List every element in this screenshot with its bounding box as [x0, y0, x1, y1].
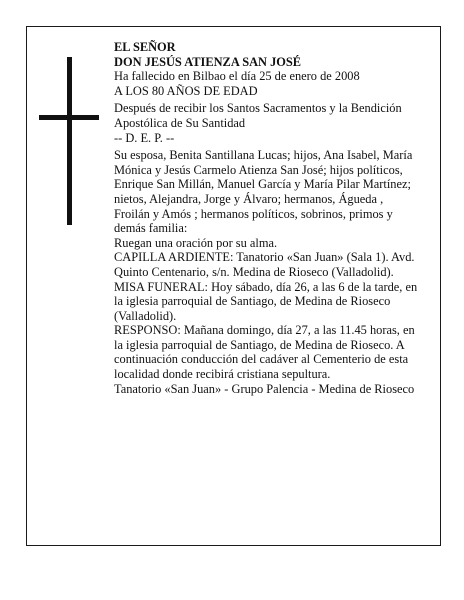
sacraments-line: Después de recibir los Santos Sacramentos y la Bendición Apostólica de Su Santidad: [114, 101, 402, 130]
deceased-name: DON JESÚS ATIENZA SAN JOSÉ: [114, 54, 302, 69]
prayer-line: Ruegan una oración por su alma.: [114, 235, 278, 250]
responso-paragraph: RESPONSO: Mañana domingo, día 27, a las 11.45 horas, en la iglesia parroquial de Santiago, de Medina de Rioseco. A continuación conducción del cadáver al Cementerio de esta localidad donde recibirá cristiana sepultura.: [114, 323, 415, 382]
funeral-home-line: Tanatorio «San Juan» - Grupo Palencia - Medina de Rioseco: [114, 381, 415, 396]
cross-horizontal-bar: [39, 115, 99, 120]
title-line-1: EL SEÑOR: [114, 40, 176, 54]
family-paragraph: Su esposa, Benita Santillana Lucas; hijos, Ana Isabel, María Mónica y Jesús Carmelo Atienza San José; hijos políticos, Enrique San Millán, Manuel García y María Pilar Martínez; nietos, Alejandra, Jorge y Álvaro; hermanos, Águeda , Froilán y Amós ; hermanos políticos, sobrinos, primos y demás familia:: [114, 148, 413, 236]
obituary-notice: [26, 26, 441, 546]
death-info: Ha fallecido en Bilbao el día 25 de enero de 2008: [114, 69, 360, 84]
mass-paragraph: MISA FUNERAL: Hoy sábado, día 26, a las 6 de la tarde, en la iglesia parroquial de Santiago, de Medina de Rioseco (Valladolid).: [114, 279, 418, 323]
chapel-paragraph: CAPILLA ARDIENTE: Tanatorio «San Juan» (Sala 1). Avd. Quinto Centenario, s/n. Medina de Rioseco (Valladolid).: [114, 250, 415, 279]
cross-icon: [39, 57, 99, 225]
rip-line: -- D. E. P. --: [114, 130, 175, 145]
age-line: A LOS 80 AÑOS DE EDAD: [114, 83, 258, 98]
obituary-text: [114, 40, 422, 396]
cross-vertical-bar: [67, 57, 72, 225]
